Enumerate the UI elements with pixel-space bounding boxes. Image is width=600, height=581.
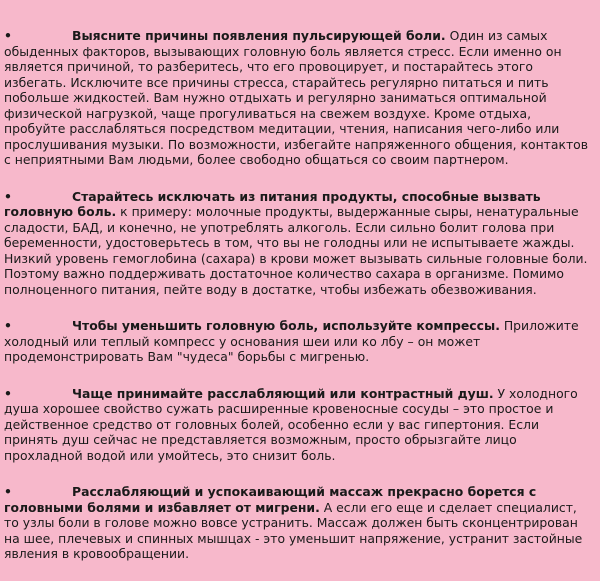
- tip-heading: Расслабляющий и успокаивающий массаж прекрасно борется с головными болями и избавляет от мигрени.: [4, 484, 537, 515]
- tip-item-massage: [4, 484, 592, 562]
- tip-item-stress: [4, 28, 592, 168]
- bullet-marker: •: [4, 188, 12, 204]
- tip-item-diet: [4, 189, 592, 298]
- tip-heading: Чтобы уменьшить головную боль, используйте компрессы.: [72, 318, 500, 333]
- bullet-marker: •: [4, 318, 12, 333]
- tip-text: У холодного душа хорошее свойство сужать расширенные кровеносные сосуды – это простое и действенное средство от головных болей, особенно если у вас гипертония. Если принять душ сейчас не представляется возможным, просто обрызгайте лицо прохладной водой или умойтесь, это снизит боль.: [4, 385, 578, 463]
- tip-item-compress: [4, 318, 592, 365]
- tip-text: А если его еще и сделает специалист, то узлы боли в голове можно вовсе устранить. Массаж должен быть сконцентрирован на шее, плечевых и спинных мышцах - это уменьшит напряжение, устранит застойные явления в кровообращении.: [4, 499, 583, 561]
- tip-text: к примеру: молочные продукты, выдержанные сыры, ненатуральные сладости, БАД, и конечно, не употреблять алкоголь. Если сильно болит голова при беременности, удостоверьтесь в том, что вы не голодны или не испытываете жажды. Низкий уровень гемоглобина (сахара) в крови может вызывать сильные головные боли. Поэтому важно поддерживать достаточное количество сахара в организме. Помимо полноценного питания, пейте воду в достатке, чтобы избежать обезвоживания.: [4, 204, 588, 297]
- tip-heading: Старайтесь исключать из питания продукты, способные вызвать головную боль.: [4, 188, 541, 219]
- bullet-marker: •: [4, 28, 12, 43]
- tip-heading: Чаще принимайте расслабляющий или контрастный душ.: [72, 385, 494, 401]
- bullet-marker: •: [4, 484, 12, 499]
- bullet-marker: •: [4, 385, 12, 401]
- tip-text: Один из самых обыденных факторов, вызывающих головную боль является стресс. Если именно он является причиной, то разберитесь, что его провоцирует, и постарайтесь этого избегать. Исключите все причины стресса, старайтесь регулярно питаться и пить побольше жидкостей. Вам нужно отдыхать и регулярно заниматься оптимальной физической нагрузкой, чаще прогуливаться на свежем воздухе. Кроме отдыха, пробуйте расслабляться посредством медитации, чтения, написания чего-либо или прослушивания музыки. По возможности, избегайте напряженного общения, контактов с неприятными Вам людьми, более свободно общаться со своим партнером.: [4, 28, 589, 167]
- tip-heading: Выясните причины появления пульсирующей боли.: [72, 28, 446, 43]
- tip-text: Приложите холодный или теплый компресс у основания шеи или ко лбу – он может продемонстрировать Вам "чудеса" борьбы с мигренью.: [4, 318, 579, 364]
- tip-item-shower: [4, 386, 592, 464]
